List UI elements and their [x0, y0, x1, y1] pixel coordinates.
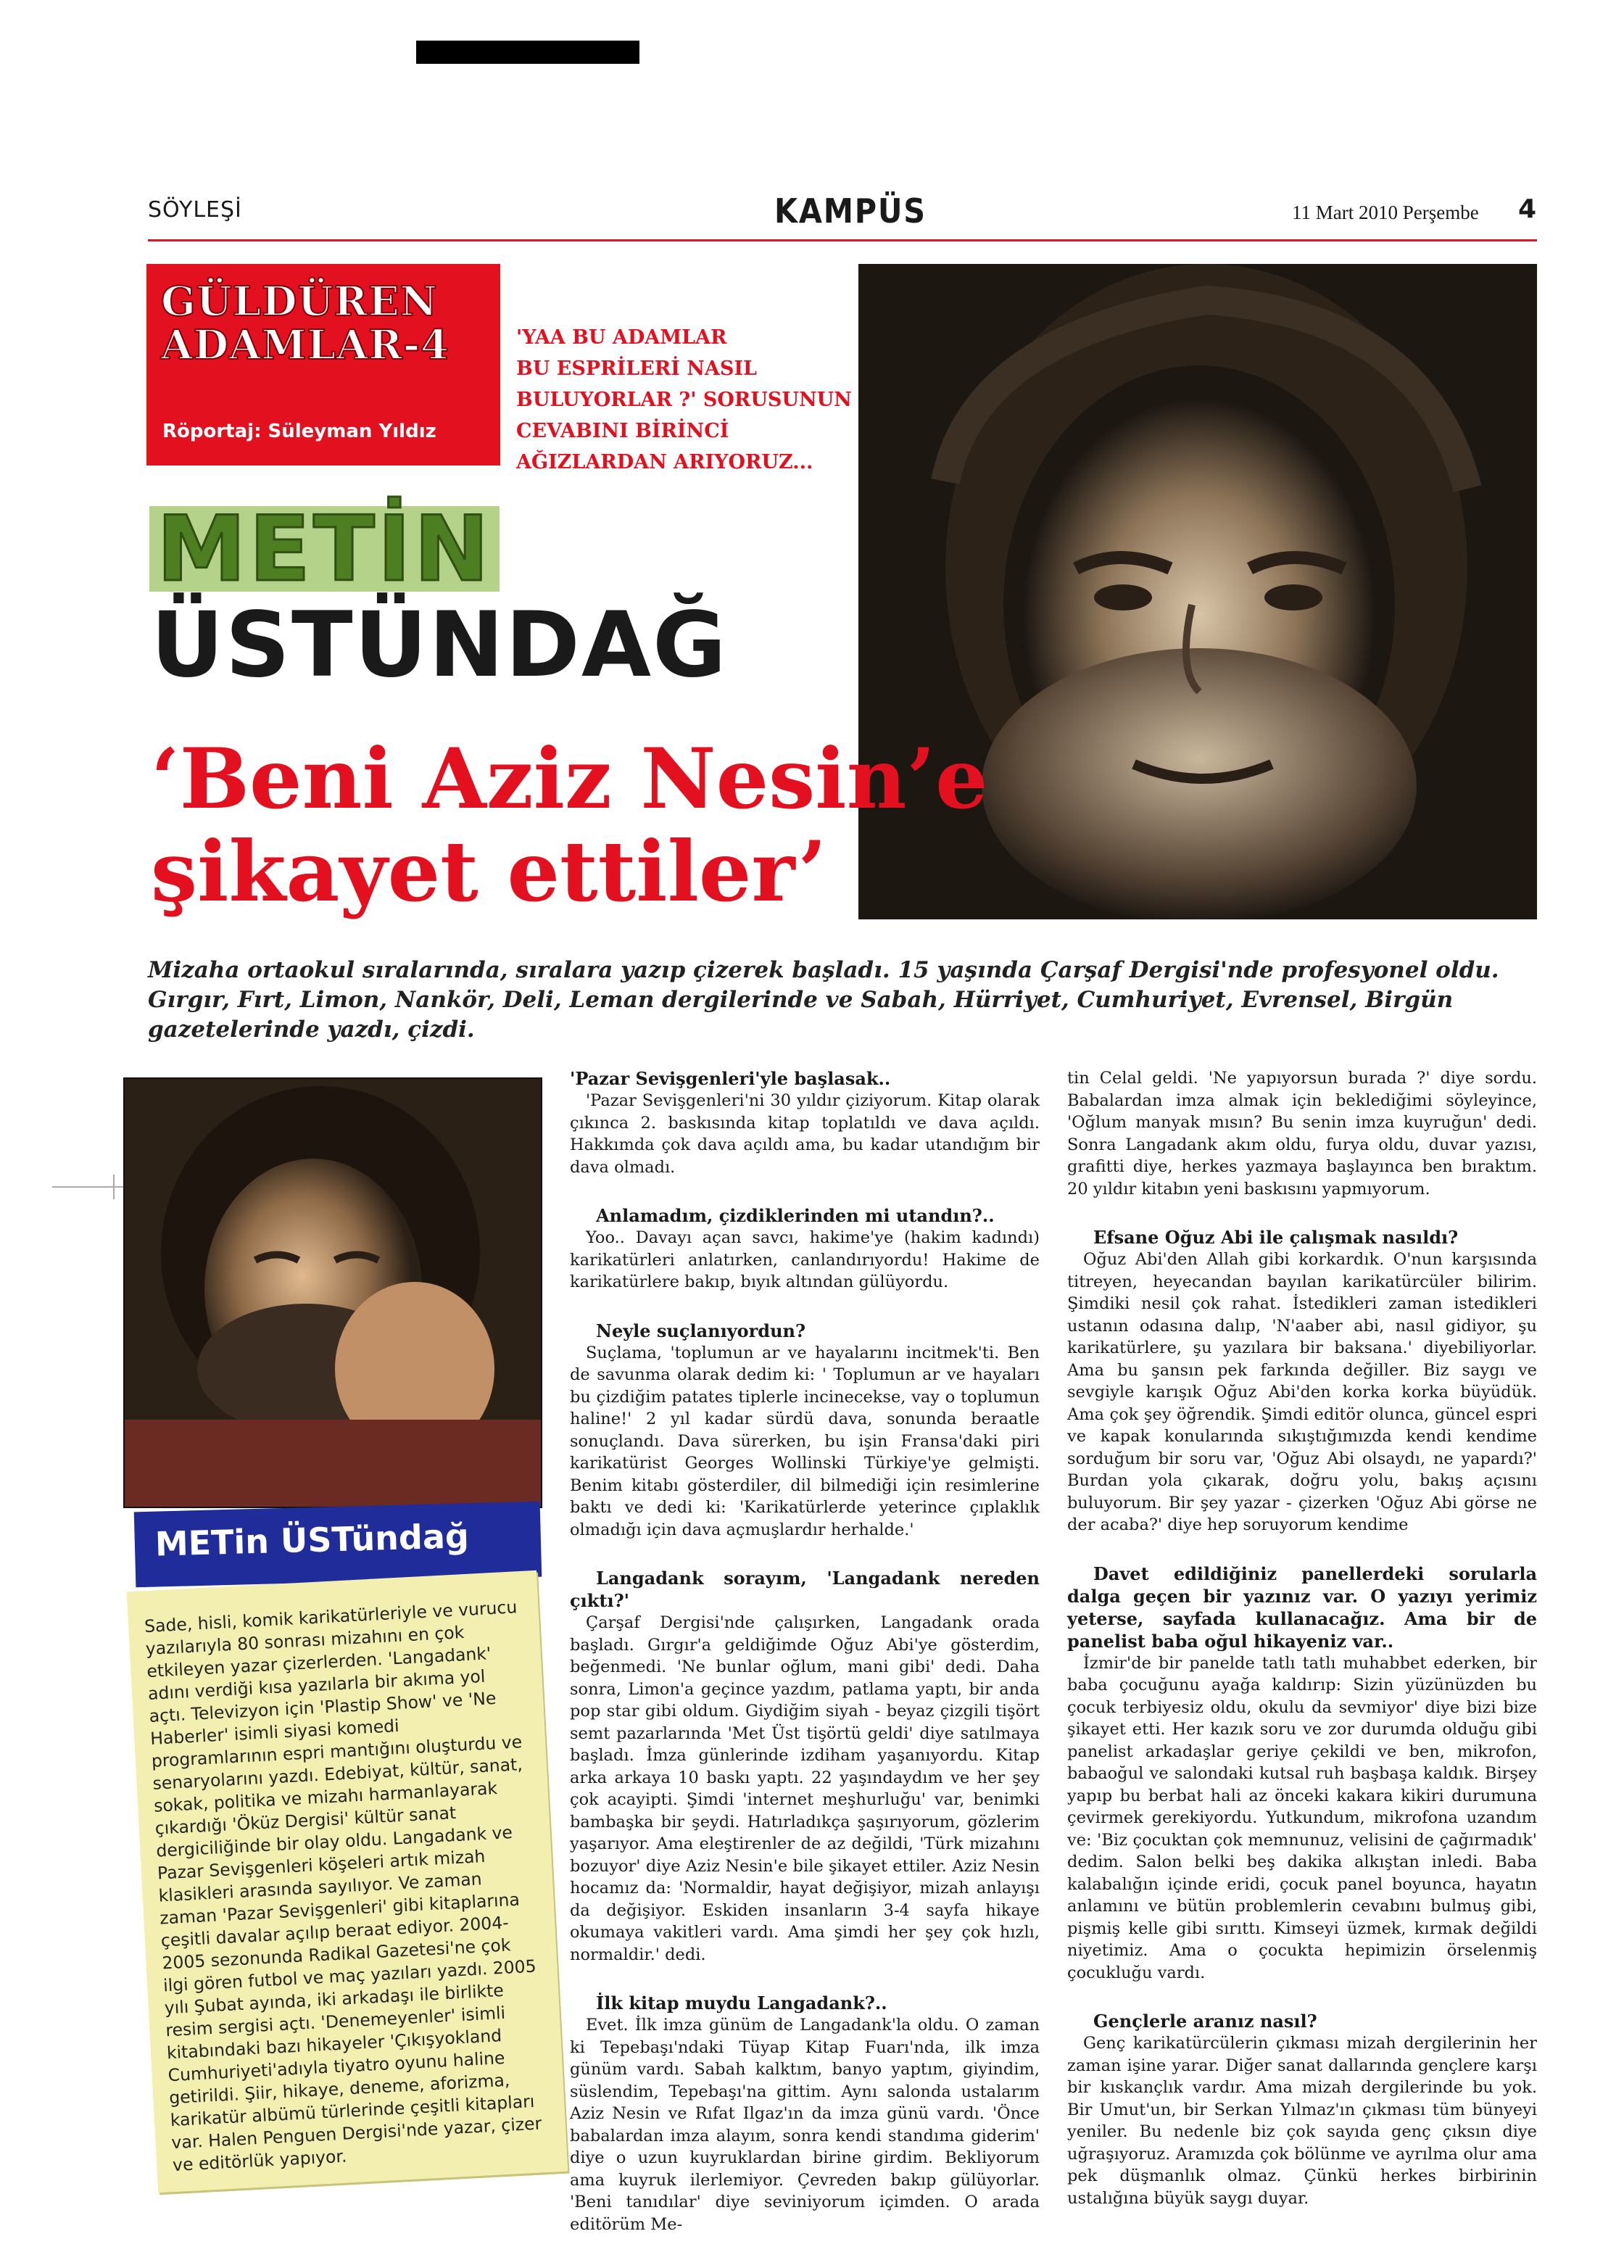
question-4: Langadank sorayım, 'Langadank nereden çıktı?'	[570, 1568, 1040, 1611]
answer-1: 'Pazar Sevişgenleri'ni 30 yıldır çiziyorum. Kitap olarak çıkınca 2. baskısında kitap toplatıldı ve dava açıldı. Hakkımda çok dava açıldı ama, bu kadar utandığım bir dava olmadı.	[570, 1091, 1040, 1177]
registration-mark	[52, 1186, 130, 1188]
bio-text: Sade, hisli, komik karikatürleriyle ve vurucu yazılarıyla 80 sonrası mizahını en çok etkileyen yazar çizerlerden. 'Langadank' adını verdiği kısa yazılarla bir akıma yol açtı. Televizyon için 'Plastip Show' ve 'Ne Haberler' isimli siyasi komedi programlarının espri mantığını oluşturdu ve senaryolarını yazdı. Edebiyat, kültür, sanat, sokak, politika ve mizahı harmanlayarak çıkardığı 'Öküz Dergisi' kültür sanat dergiciliğinde bir olay oldu. Langadank ve Pazar Sevişgenleri köşeleri artık mizah klasikleri arasında sayılıyor. Ve zaman zaman 'Pazar Sevişgenleri' gibi kitaplarına çeşitli davalar açılıp beraat ediyor. 2004- 2005 sezonunda Radikal Gazetesi'ne çok ilgi gören futbol ve maç yazıları yazdı. 2005 yılı Şubat ayında, iki arkadaşı ile birlikte resim sergisi açtı. 'Denemeyenler' isimli kitabındaki bazı hikayeler 'Çıkışyokland Cumhuriyeti'adıyla tiyatro oyunu haline getirildi. Şiir, hikaye, deneme, aforizma, karikatür albümü türlerinde çeşitli kitapları var. Halen Penguen Dergisi'nde yazar, çizer ve editörlük yapıyor.	[144, 1597, 542, 2176]
interview-column-1	[570, 1067, 1040, 2235]
headline: ‘Beni Aziz Nesin’e şikayet ettiler’	[151, 730, 988, 920]
page-number: 4	[1518, 194, 1537, 224]
answer-4: Çarşaf Dergisi'nde çalışırken, Langadank orada başladı. Gırgır'a geldiğimde Oğuz Abi'ye gösterdim, beğenmedi. 'Ne bunlar oğlum, mani gibi' dedi. Daha sonra, Limon'a geçince yazdım, patlama yaptı, bir anda pop star gibi oldum. Giydiğim siyah - beyaz çizgili tişört semt pazarlarında 'Met Üst tişörtü geldi' diye satılmaya başladı. İmza günlerinde izdiham yaşanıyordu. Kitap arka arkaya 10 baskı yaptı. 22 yaşındaydım ve her şey çok acayipti. Şimdi 'internet meşhurluğu' var, benimki bambaşka bir şeydi. Hatırladıkça şaşırıyorum, gözlerim yaşarıyor. Ama eleştirenler de az değildi, 'Türk mizahını bozuyor' diye Aziz Nesin'e bile şikayet ettiler. Aziz Nesin hocamız da: 'Normaldir, hayat değişiyor, mizah anlayışı da değişiyor. Eskiden insanların 3-4 sayfa hikaye okumaya vakitleri vardı. Ama şimdi her şey çok hızlı, normaldir.' dedi.	[570, 1613, 1040, 1964]
question-6: Efsane Oğuz Abi ile çalışmak nasıldı?	[1093, 1227, 1459, 1248]
name-first: METİN	[157, 497, 492, 602]
reporter-credit: Röportaj: Süleyman Yıldız	[162, 421, 436, 442]
tagline: 'YAA BU ADAMLAR BU ESPRİLERİ NASIL BULUYORLAR ?' SORUSUNUN CEVABINI BİRİNCİ AĞIZLARDAN ARIYORUZ...	[516, 326, 852, 473]
section-label: SÖYLEŞİ	[148, 197, 242, 223]
issue-date: 11 Mart 2010 Perşembe	[1292, 202, 1479, 223]
question-2: Anlamadım, çizdiklerinden mi utandın?..	[596, 1205, 995, 1226]
interview-column-2	[1067, 1067, 1537, 2209]
lead-paragraph: Mizaha ortaokul sıralarında, sıralara yazıp çizerek başladı. 15 yaşında Çarşaf Dergisi'nde profesyonel oldu. Gırgır, Fırt, Limon, Nankör, Deli, Leman dergilerinde ve Sabah, Hürriyet, Cumhuriyet, Evrensel, Birgün gazetelerinde yazdı, çizdi.	[148, 957, 1499, 1043]
question-7: Davet edildiğiniz panellerdeki sorularla dalga geçen bir yazınız var. O yazıyı yerimiz yeterse, sayfada kullanacağız. Ama bir de panelist baba oğul hikayeniz var..	[1067, 1563, 1537, 1652]
question-1: 'Pazar Sevişgenleri'yle başlasak..	[570, 1068, 891, 1089]
answer-8: Genç karikatürcülerin çıkması mizah dergilerinin her zaman işine yarar. Diğer sanat dallarında gençlere karşı bir kıskançlık vardır. Ama mizah dergilerinde bu yok. Bir Umut'un, bir Serkan Yılmaz'ın çıkması tüm bünyeyi yeniler. Bu nedenle biz çok sayıda genç çıksın diye uğraşıyoruz. Aramızda çok bölünme ve ayrılma olur ama pek düşmanlık olmaz. Çünkü herkes birbirinin ustalığına büyük saygı duyar.	[1067, 2034, 1537, 2208]
answer-5-continued: tin Celal geldi. 'Ne yapıyorsun burada ?' diye sordu. Babalardan imza almak için beklediğimi söyleyince, 'Oğlum manyak mısın? Bu senin imza kuyruğun' dedi. Sonra Langadank akım oldu, furya oldu, duvar yazısı, grafitti diye, herkes yazmaya başlayınca ben bıraktım. 20 yıldır kitabın yeni baskısını yapmıyorum.	[1067, 1069, 1537, 1199]
registration-mark-vertical	[113, 1175, 115, 1199]
answer-5: Evet. İlk imza günüm de Langadank'la oldu. O zaman ki Tepebaşı'ndaki Tüyap Kitap Fuarı'nda, ilk imza günüm vardı. Sabah kalktım, banyo yaptım, giyindim, süslendim, Tepebaşı'na gittim. Aynı salonda ustalarım Aziz Nesin ve Rıfat Ilgaz'ın da imza günü vardı. 'Önce babalardan imza alayım, sonra kendi standıma giderim' diye o uzun kuyruklardan birine girdim. Bekliyorum ama kuyruk ilerlemiyor. Çevreden bakıp gülüyorlar. 'Beni tanıdılar' diye seviniyorum içimden. O arada editörüm Me-	[570, 2016, 1040, 2234]
name-first-highlight	[149, 497, 500, 602]
question-5: İlk kitap muydu Langadank?..	[596, 1992, 887, 2014]
redaction-bar	[416, 41, 639, 64]
answer-2: Yoo.. Davayı açan savcı, hakime'ye (hakim kadındı) karikatürleri anlatırken, canlandırıyordu! Hakime de karikatürlere bakıp, bıyık altından gülüyordu.	[570, 1228, 1040, 1291]
question-8: Gençlerle aranız nasıl?	[1093, 2011, 1317, 2032]
header-rule	[148, 239, 1537, 241]
series-box	[146, 264, 500, 465]
bio-box	[127, 1570, 568, 2193]
series-title: GÜLDÜREN ADAMLAR-4	[161, 278, 450, 369]
answer-3: Suçlama, 'toplumun ar ve hayalarını incitmek'ti. Ben de savunma olarak dedim ki: ' Toplumun ar ve hayaları bu çizdiğim patates tiplerle incinecekse, vay o toplumun haline!' 2 yıl kadar sürdü dava, sonunda beraatle sonuçlandı. Dava sürerken, bu işin Fransa'daki piri karikatürist Georges Wollinski Türkiye'ye gelmişti. Benim kitabı gösterdiler, dil bilmediği için resimlerine baktı ve dedi ki: 'Karikatürlerde yeterince çıplaklık olmadığı için dava açmuşlardır herhalde.'	[570, 1343, 1040, 1539]
answer-6: Oğuz Abi'den Allah gibi korkardık. O'nun karşısında titreyen, heyecandan bayılan karikatürcüler bilirim. Şimdiki nesil çok rahat. İstedikleri zaman istedikleri ustanın odasına dalıp, 'N'aaber abi, nasıl gidiyor, şu karikatürlere, şu yazılara bir baksana.' diyebiliyorlar. Ama bu şansın pek farkında değiller. Biz saygı ve sevgiyle karışık Oğuz Abi'den korka korka büyüdük. Ama çok şey öğrendik. Şimdi editör olunca, güncel espri ve kapak konularında sıkıştığımızda kendi kendime sorduğum bir soru var, 'Oğuz Abi olsaydı, ne yapardı?' Burdan yola çıkarak, doğru yolu, bakış açısını buluyorum. Bir şey yazar - çizerken 'Oğuz Abi görse ne der acaba?' diye hep soruyorum kendime	[1067, 1250, 1537, 1534]
sidebar-portrait-illustration	[125, 1079, 541, 1507]
sidebar-portrait-photo	[123, 1077, 542, 1508]
sidebar-title: METin ÜSTündağ	[154, 1516, 470, 1564]
name-last: ÜSTÜNDAĞ	[151, 593, 728, 698]
question-3: Neyle suçlanıyordun?	[596, 1320, 806, 1341]
newspaper-logo: KAMPÜS	[774, 191, 927, 231]
answer-7: İzmir'de bir panelde tatlı tatlı muhabbet ederken, bir baba çocuğunu ayağa kaldırıp: Sizin yüzünüzden bu çocuk terbiyesiz oldu, okulu da sevmiyor' diye bizi bize şikayet etti. Her kazık soru ve zor durumda olduğu gibi panelist arkadaşlar geriye çekildi ve ben, mikrofon, babaoğul ve salondaki kutsal ruh başbaşa kaldık. Birşey yapıp bu berbat hali az önceki kakara kikiri durumuna çevirmek gerekiyordu. Yutkundum, mikrofona uzandım ve: 'Biz çocuktan çok memnunuz, velisini de çağırmadık' dedim. Salon belki beş dakika alkıştan inledi. Baba kalabalığın içinde eridi, çocuk panel boyunca, hayatın anlamını ve bütün problemlerin cevabını bulmuş gibi, pişmiş kelle gibi sırıttı. Kimseyi üzmek, kırmak değildi niyetimiz. Ama o çocukta hepimizin örselenmiş çocukluğu vardı.	[1067, 1653, 1537, 1982]
